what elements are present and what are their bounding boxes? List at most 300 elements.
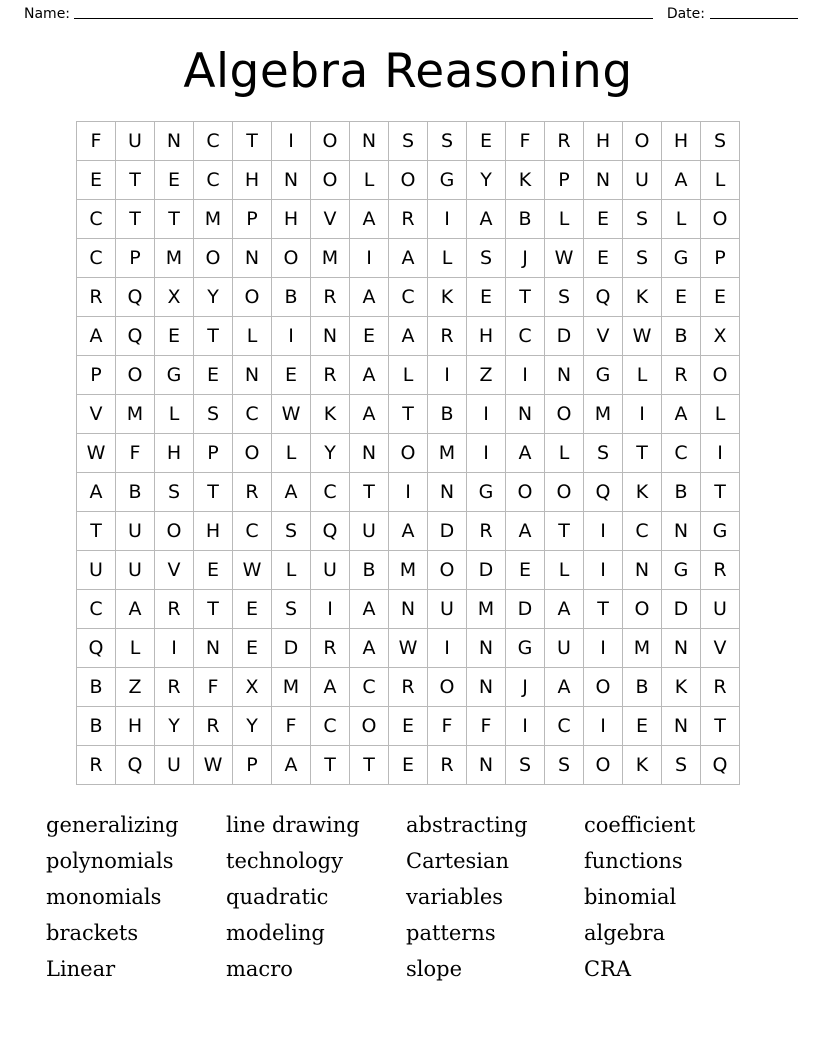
- grid-cell[interactable]: O: [701, 200, 740, 239]
- grid-cell[interactable]: G: [155, 356, 194, 395]
- grid-cell[interactable]: N: [389, 590, 428, 629]
- grid-cell[interactable]: J: [506, 239, 545, 278]
- grid-cell[interactable]: F: [272, 707, 311, 746]
- grid-cell[interactable]: L: [350, 161, 389, 200]
- grid-cell[interactable]: A: [272, 473, 311, 512]
- grid-cell[interactable]: O: [350, 707, 389, 746]
- grid-cell[interactable]: S: [701, 122, 740, 161]
- grid-cell[interactable]: M: [155, 239, 194, 278]
- grid-cell[interactable]: B: [272, 278, 311, 317]
- grid-cell[interactable]: S: [506, 746, 545, 785]
- grid-cell[interactable]: C: [506, 317, 545, 356]
- grid-cell[interactable]: T: [389, 395, 428, 434]
- grid-cell[interactable]: A: [350, 590, 389, 629]
- grid-cell[interactable]: F: [116, 434, 155, 473]
- grid-cell[interactable]: U: [116, 551, 155, 590]
- grid-cell[interactable]: G: [701, 512, 740, 551]
- grid-cell[interactable]: D: [662, 590, 701, 629]
- grid-cell[interactable]: R: [467, 512, 506, 551]
- grid-cell[interactable]: N: [584, 161, 623, 200]
- grid-cell[interactable]: L: [428, 239, 467, 278]
- grid-cell[interactable]: S: [272, 512, 311, 551]
- word-list-item[interactable]: modeling: [226, 921, 325, 945]
- grid-cell[interactable]: W: [194, 746, 233, 785]
- grid-cell[interactable]: I: [272, 317, 311, 356]
- grid-cell[interactable]: S: [467, 239, 506, 278]
- grid-cell[interactable]: H: [662, 122, 701, 161]
- grid-cell[interactable]: X: [155, 278, 194, 317]
- grid-cell[interactable]: M: [389, 551, 428, 590]
- grid-cell[interactable]: Z: [116, 668, 155, 707]
- grid-cell[interactable]: M: [116, 395, 155, 434]
- grid-cell[interactable]: C: [311, 473, 350, 512]
- grid-cell[interactable]: F: [428, 707, 467, 746]
- grid-cell[interactable]: R: [545, 122, 584, 161]
- grid-cell[interactable]: Z: [467, 356, 506, 395]
- grid-cell[interactable]: O: [701, 356, 740, 395]
- grid-cell[interactable]: S: [623, 239, 662, 278]
- grid-cell[interactable]: O: [233, 278, 272, 317]
- grid-cell[interactable]: A: [389, 512, 428, 551]
- grid-cell[interactable]: L: [623, 356, 662, 395]
- grid-cell[interactable]: Q: [77, 629, 116, 668]
- grid-cell[interactable]: Q: [584, 473, 623, 512]
- grid-cell[interactable]: A: [272, 746, 311, 785]
- grid-cell[interactable]: S: [428, 122, 467, 161]
- grid-cell[interactable]: P: [77, 356, 116, 395]
- grid-cell[interactable]: A: [350, 278, 389, 317]
- grid-cell[interactable]: C: [545, 707, 584, 746]
- grid-cell[interactable]: K: [662, 668, 701, 707]
- grid-cell[interactable]: M: [623, 629, 662, 668]
- grid-cell[interactable]: M: [467, 590, 506, 629]
- word-list-item[interactable]: brackets: [46, 921, 139, 945]
- grid-cell[interactable]: Q: [116, 278, 155, 317]
- grid-cell[interactable]: V: [701, 629, 740, 668]
- grid-cell[interactable]: R: [428, 317, 467, 356]
- grid-cell[interactable]: L: [155, 395, 194, 434]
- grid-cell[interactable]: N: [155, 122, 194, 161]
- grid-cell[interactable]: W: [77, 434, 116, 473]
- grid-cell[interactable]: O: [545, 395, 584, 434]
- grid-cell[interactable]: H: [467, 317, 506, 356]
- grid-cell[interactable]: E: [389, 707, 428, 746]
- grid-cell[interactable]: T: [701, 707, 740, 746]
- grid-cell[interactable]: R: [233, 473, 272, 512]
- grid-cell[interactable]: M: [311, 239, 350, 278]
- grid-cell[interactable]: P: [233, 200, 272, 239]
- grid-cell[interactable]: O: [311, 122, 350, 161]
- grid-cell[interactable]: O: [623, 122, 662, 161]
- grid-cell[interactable]: Q: [311, 512, 350, 551]
- grid-cell[interactable]: H: [155, 434, 194, 473]
- word-list-item[interactable]: abstracting: [406, 813, 528, 837]
- grid-cell[interactable]: I: [389, 473, 428, 512]
- grid-cell[interactable]: T: [350, 746, 389, 785]
- grid-cell[interactable]: C: [194, 161, 233, 200]
- grid-cell[interactable]: S: [623, 200, 662, 239]
- grid-cell[interactable]: N: [194, 629, 233, 668]
- grid-cell[interactable]: T: [623, 434, 662, 473]
- grid-cell[interactable]: M: [428, 434, 467, 473]
- grid-cell[interactable]: E: [584, 239, 623, 278]
- grid-cell[interactable]: E: [506, 551, 545, 590]
- grid-cell[interactable]: T: [116, 200, 155, 239]
- grid-cell[interactable]: G: [662, 239, 701, 278]
- grid-cell[interactable]: O: [584, 746, 623, 785]
- grid-cell[interactable]: N: [272, 161, 311, 200]
- grid-cell[interactable]: G: [467, 473, 506, 512]
- grid-cell[interactable]: F: [506, 122, 545, 161]
- grid-cell[interactable]: A: [506, 512, 545, 551]
- grid-cell[interactable]: B: [506, 200, 545, 239]
- grid-cell[interactable]: P: [194, 434, 233, 473]
- grid-cell[interactable]: A: [545, 590, 584, 629]
- word-list-item[interactable]: coefficient: [584, 813, 696, 837]
- word-list-item[interactable]: patterns: [406, 921, 496, 945]
- grid-cell[interactable]: E: [467, 122, 506, 161]
- grid-cell[interactable]: R: [311, 629, 350, 668]
- grid-cell[interactable]: C: [311, 707, 350, 746]
- grid-cell[interactable]: N: [662, 512, 701, 551]
- grid-cell[interactable]: E: [467, 278, 506, 317]
- grid-cell[interactable]: I: [467, 395, 506, 434]
- grid-cell[interactable]: L: [389, 356, 428, 395]
- grid-cell[interactable]: O: [584, 668, 623, 707]
- grid-cell[interactable]: H: [194, 512, 233, 551]
- grid-cell[interactable]: A: [467, 200, 506, 239]
- grid-cell[interactable]: O: [116, 356, 155, 395]
- grid-cell[interactable]: W: [545, 239, 584, 278]
- grid-cell[interactable]: R: [389, 200, 428, 239]
- grid-cell[interactable]: O: [389, 161, 428, 200]
- grid-cell[interactable]: F: [194, 668, 233, 707]
- grid-cell[interactable]: B: [350, 551, 389, 590]
- grid-cell[interactable]: L: [701, 161, 740, 200]
- grid-cell[interactable]: A: [545, 668, 584, 707]
- grid-cell[interactable]: X: [233, 668, 272, 707]
- grid-cell[interactable]: E: [701, 278, 740, 317]
- grid-cell[interactable]: S: [155, 473, 194, 512]
- grid-cell[interactable]: O: [545, 473, 584, 512]
- grid-cell[interactable]: U: [116, 122, 155, 161]
- grid-cell[interactable]: U: [428, 590, 467, 629]
- grid-cell[interactable]: Y: [467, 161, 506, 200]
- grid-cell[interactable]: R: [77, 746, 116, 785]
- grid-cell[interactable]: T: [506, 278, 545, 317]
- grid-cell[interactable]: E: [272, 356, 311, 395]
- grid-cell[interactable]: B: [623, 668, 662, 707]
- grid-cell[interactable]: T: [116, 161, 155, 200]
- grid-cell[interactable]: I: [623, 395, 662, 434]
- grid-cell[interactable]: X: [701, 317, 740, 356]
- word-list-item[interactable]: variables: [406, 885, 504, 909]
- grid-cell[interactable]: C: [77, 200, 116, 239]
- grid-cell[interactable]: U: [311, 551, 350, 590]
- grid-cell[interactable]: N: [350, 122, 389, 161]
- grid-cell[interactable]: V: [155, 551, 194, 590]
- grid-cell[interactable]: I: [701, 434, 740, 473]
- grid-cell[interactable]: E: [77, 161, 116, 200]
- grid-cell[interactable]: V: [77, 395, 116, 434]
- grid-cell[interactable]: C: [389, 278, 428, 317]
- grid-cell[interactable]: E: [233, 629, 272, 668]
- grid-cell[interactable]: T: [311, 746, 350, 785]
- grid-cell[interactable]: C: [194, 122, 233, 161]
- grid-cell[interactable]: A: [350, 356, 389, 395]
- grid-cell[interactable]: T: [584, 590, 623, 629]
- word-list-item[interactable]: line drawing: [226, 813, 360, 837]
- grid-cell[interactable]: E: [350, 317, 389, 356]
- grid-cell[interactable]: W: [389, 629, 428, 668]
- grid-cell[interactable]: N: [506, 395, 545, 434]
- grid-cell[interactable]: N: [467, 629, 506, 668]
- grid-cell[interactable]: O: [389, 434, 428, 473]
- word-list-item[interactable]: macro: [226, 957, 293, 981]
- grid-cell[interactable]: E: [155, 161, 194, 200]
- grid-cell[interactable]: V: [584, 317, 623, 356]
- grid-cell[interactable]: Q: [116, 317, 155, 356]
- grid-cell[interactable]: R: [428, 746, 467, 785]
- grid-cell[interactable]: F: [467, 707, 506, 746]
- grid-cell[interactable]: K: [623, 278, 662, 317]
- grid-cell[interactable]: R: [311, 278, 350, 317]
- grid-cell[interactable]: T: [701, 473, 740, 512]
- grid-cell[interactable]: A: [77, 317, 116, 356]
- grid-cell[interactable]: D: [545, 317, 584, 356]
- grid-cell[interactable]: R: [77, 278, 116, 317]
- word-list-item[interactable]: polynomials: [46, 849, 174, 873]
- grid-cell[interactable]: R: [701, 668, 740, 707]
- grid-cell[interactable]: M: [272, 668, 311, 707]
- grid-cell[interactable]: R: [389, 668, 428, 707]
- grid-cell[interactable]: O: [155, 512, 194, 551]
- grid-cell[interactable]: I: [584, 629, 623, 668]
- grid-cell[interactable]: P: [233, 746, 272, 785]
- grid-cell[interactable]: N: [662, 707, 701, 746]
- grid-cell[interactable]: B: [428, 395, 467, 434]
- grid-cell[interactable]: A: [116, 590, 155, 629]
- grid-cell[interactable]: I: [506, 356, 545, 395]
- grid-cell[interactable]: C: [233, 395, 272, 434]
- grid-cell[interactable]: O: [272, 239, 311, 278]
- grid-cell[interactable]: I: [272, 122, 311, 161]
- grid-cell[interactable]: L: [662, 200, 701, 239]
- grid-cell[interactable]: O: [506, 473, 545, 512]
- grid-cell[interactable]: T: [545, 512, 584, 551]
- grid-cell[interactable]: Y: [311, 434, 350, 473]
- grid-cell[interactable]: H: [272, 200, 311, 239]
- grid-cell[interactable]: K: [506, 161, 545, 200]
- grid-cell[interactable]: B: [77, 707, 116, 746]
- word-list-item[interactable]: generalizing: [46, 813, 179, 837]
- grid-cell[interactable]: S: [194, 395, 233, 434]
- grid-cell[interactable]: Q: [584, 278, 623, 317]
- grid-cell[interactable]: O: [623, 590, 662, 629]
- word-list-item[interactable]: quadratic: [226, 885, 329, 909]
- grid-cell[interactable]: K: [428, 278, 467, 317]
- grid-cell[interactable]: U: [77, 551, 116, 590]
- grid-cell[interactable]: W: [623, 317, 662, 356]
- grid-cell[interactable]: D: [428, 512, 467, 551]
- grid-cell[interactable]: R: [701, 551, 740, 590]
- grid-cell[interactable]: O: [428, 551, 467, 590]
- grid-cell[interactable]: L: [272, 434, 311, 473]
- grid-cell[interactable]: K: [623, 473, 662, 512]
- grid-cell[interactable]: N: [233, 356, 272, 395]
- grid-cell[interactable]: W: [233, 551, 272, 590]
- grid-cell[interactable]: L: [545, 200, 584, 239]
- grid-cell[interactable]: U: [623, 161, 662, 200]
- grid-cell[interactable]: E: [194, 356, 233, 395]
- grid-cell[interactable]: T: [155, 200, 194, 239]
- grid-cell[interactable]: G: [506, 629, 545, 668]
- grid-cell[interactable]: M: [584, 395, 623, 434]
- grid-cell[interactable]: P: [116, 239, 155, 278]
- grid-cell[interactable]: T: [233, 122, 272, 161]
- grid-cell[interactable]: R: [155, 590, 194, 629]
- grid-cell[interactable]: M: [194, 200, 233, 239]
- grid-cell[interactable]: I: [155, 629, 194, 668]
- grid-cell[interactable]: H: [116, 707, 155, 746]
- grid-cell[interactable]: D: [467, 551, 506, 590]
- grid-cell[interactable]: A: [311, 668, 350, 707]
- grid-cell[interactable]: E: [389, 746, 428, 785]
- grid-cell[interactable]: C: [233, 512, 272, 551]
- grid-cell[interactable]: N: [467, 668, 506, 707]
- grid-cell[interactable]: S: [389, 122, 428, 161]
- grid-cell[interactable]: N: [662, 629, 701, 668]
- grid-cell[interactable]: G: [662, 551, 701, 590]
- grid-cell[interactable]: P: [701, 239, 740, 278]
- grid-cell[interactable]: A: [389, 317, 428, 356]
- word-list-item[interactable]: Linear: [46, 957, 116, 981]
- grid-cell[interactable]: A: [350, 200, 389, 239]
- grid-cell[interactable]: E: [662, 278, 701, 317]
- grid-cell[interactable]: N: [350, 434, 389, 473]
- grid-cell[interactable]: B: [116, 473, 155, 512]
- grid-cell[interactable]: A: [350, 629, 389, 668]
- grid-cell[interactable]: I: [350, 239, 389, 278]
- word-list-item[interactable]: slope: [406, 957, 463, 981]
- grid-cell[interactable]: T: [194, 317, 233, 356]
- grid-cell[interactable]: O: [194, 239, 233, 278]
- grid-cell[interactable]: V: [311, 200, 350, 239]
- word-list-item[interactable]: functions: [584, 849, 683, 873]
- grid-cell[interactable]: U: [350, 512, 389, 551]
- grid-cell[interactable]: L: [545, 434, 584, 473]
- grid-cell[interactable]: R: [194, 707, 233, 746]
- grid-cell[interactable]: E: [155, 317, 194, 356]
- grid-cell[interactable]: J: [506, 668, 545, 707]
- grid-cell[interactable]: N: [467, 746, 506, 785]
- grid-cell[interactable]: T: [194, 473, 233, 512]
- grid-cell[interactable]: S: [272, 590, 311, 629]
- grid-cell[interactable]: P: [545, 161, 584, 200]
- word-list-item[interactable]: technology: [226, 849, 343, 873]
- grid-cell[interactable]: U: [155, 746, 194, 785]
- grid-cell[interactable]: L: [116, 629, 155, 668]
- grid-cell[interactable]: C: [662, 434, 701, 473]
- grid-cell[interactable]: L: [701, 395, 740, 434]
- grid-cell[interactable]: I: [428, 629, 467, 668]
- grid-cell[interactable]: C: [77, 590, 116, 629]
- grid-cell[interactable]: B: [662, 473, 701, 512]
- grid-cell[interactable]: S: [545, 746, 584, 785]
- word-list-item[interactable]: algebra: [584, 921, 666, 945]
- grid-cell[interactable]: Y: [155, 707, 194, 746]
- grid-cell[interactable]: C: [350, 668, 389, 707]
- grid-cell[interactable]: L: [272, 551, 311, 590]
- grid-cell[interactable]: S: [545, 278, 584, 317]
- grid-cell[interactable]: Q: [701, 746, 740, 785]
- grid-cell[interactable]: A: [350, 395, 389, 434]
- grid-cell[interactable]: I: [311, 590, 350, 629]
- word-list-item[interactable]: monomials: [46, 885, 162, 909]
- grid-cell[interactable]: R: [662, 356, 701, 395]
- grid-cell[interactable]: I: [584, 551, 623, 590]
- grid-cell[interactable]: H: [233, 161, 272, 200]
- grid-cell[interactable]: T: [77, 512, 116, 551]
- word-list-item[interactable]: Cartesian: [406, 849, 510, 873]
- grid-cell[interactable]: R: [155, 668, 194, 707]
- grid-cell[interactable]: G: [584, 356, 623, 395]
- grid-cell[interactable]: O: [428, 668, 467, 707]
- grid-cell[interactable]: K: [311, 395, 350, 434]
- grid-cell[interactable]: A: [506, 434, 545, 473]
- grid-cell[interactable]: Y: [194, 278, 233, 317]
- grid-cell[interactable]: T: [194, 590, 233, 629]
- grid-cell[interactable]: L: [545, 551, 584, 590]
- grid-cell[interactable]: S: [584, 434, 623, 473]
- grid-cell[interactable]: N: [311, 317, 350, 356]
- grid-cell[interactable]: B: [77, 668, 116, 707]
- grid-cell[interactable]: D: [506, 590, 545, 629]
- grid-cell[interactable]: U: [116, 512, 155, 551]
- grid-cell[interactable]: A: [662, 161, 701, 200]
- grid-cell[interactable]: C: [77, 239, 116, 278]
- grid-cell[interactable]: E: [623, 707, 662, 746]
- grid-cell[interactable]: N: [428, 473, 467, 512]
- grid-cell[interactable]: G: [428, 161, 467, 200]
- grid-cell[interactable]: W: [272, 395, 311, 434]
- grid-cell[interactable]: I: [584, 512, 623, 551]
- grid-cell[interactable]: C: [623, 512, 662, 551]
- grid-cell[interactable]: F: [77, 122, 116, 161]
- grid-cell[interactable]: Y: [233, 707, 272, 746]
- grid-cell[interactable]: N: [545, 356, 584, 395]
- grid-cell[interactable]: I: [584, 707, 623, 746]
- grid-cell[interactable]: U: [701, 590, 740, 629]
- grid-cell[interactable]: U: [545, 629, 584, 668]
- grid-cell[interactable]: K: [623, 746, 662, 785]
- word-list-item[interactable]: binomial: [584, 885, 677, 909]
- word-list-item[interactable]: CRA: [584, 957, 632, 981]
- grid-cell[interactable]: D: [272, 629, 311, 668]
- grid-cell[interactable]: Q: [116, 746, 155, 785]
- grid-cell[interactable]: A: [77, 473, 116, 512]
- grid-cell[interactable]: I: [428, 356, 467, 395]
- grid-cell[interactable]: A: [662, 395, 701, 434]
- grid-cell[interactable]: E: [194, 551, 233, 590]
- grid-cell[interactable]: L: [233, 317, 272, 356]
- grid-cell[interactable]: A: [389, 239, 428, 278]
- grid-cell[interactable]: R: [311, 356, 350, 395]
- grid-cell[interactable]: S: [662, 746, 701, 785]
- grid-cell[interactable]: T: [350, 473, 389, 512]
- grid-cell[interactable]: I: [428, 200, 467, 239]
- grid-cell[interactable]: B: [662, 317, 701, 356]
